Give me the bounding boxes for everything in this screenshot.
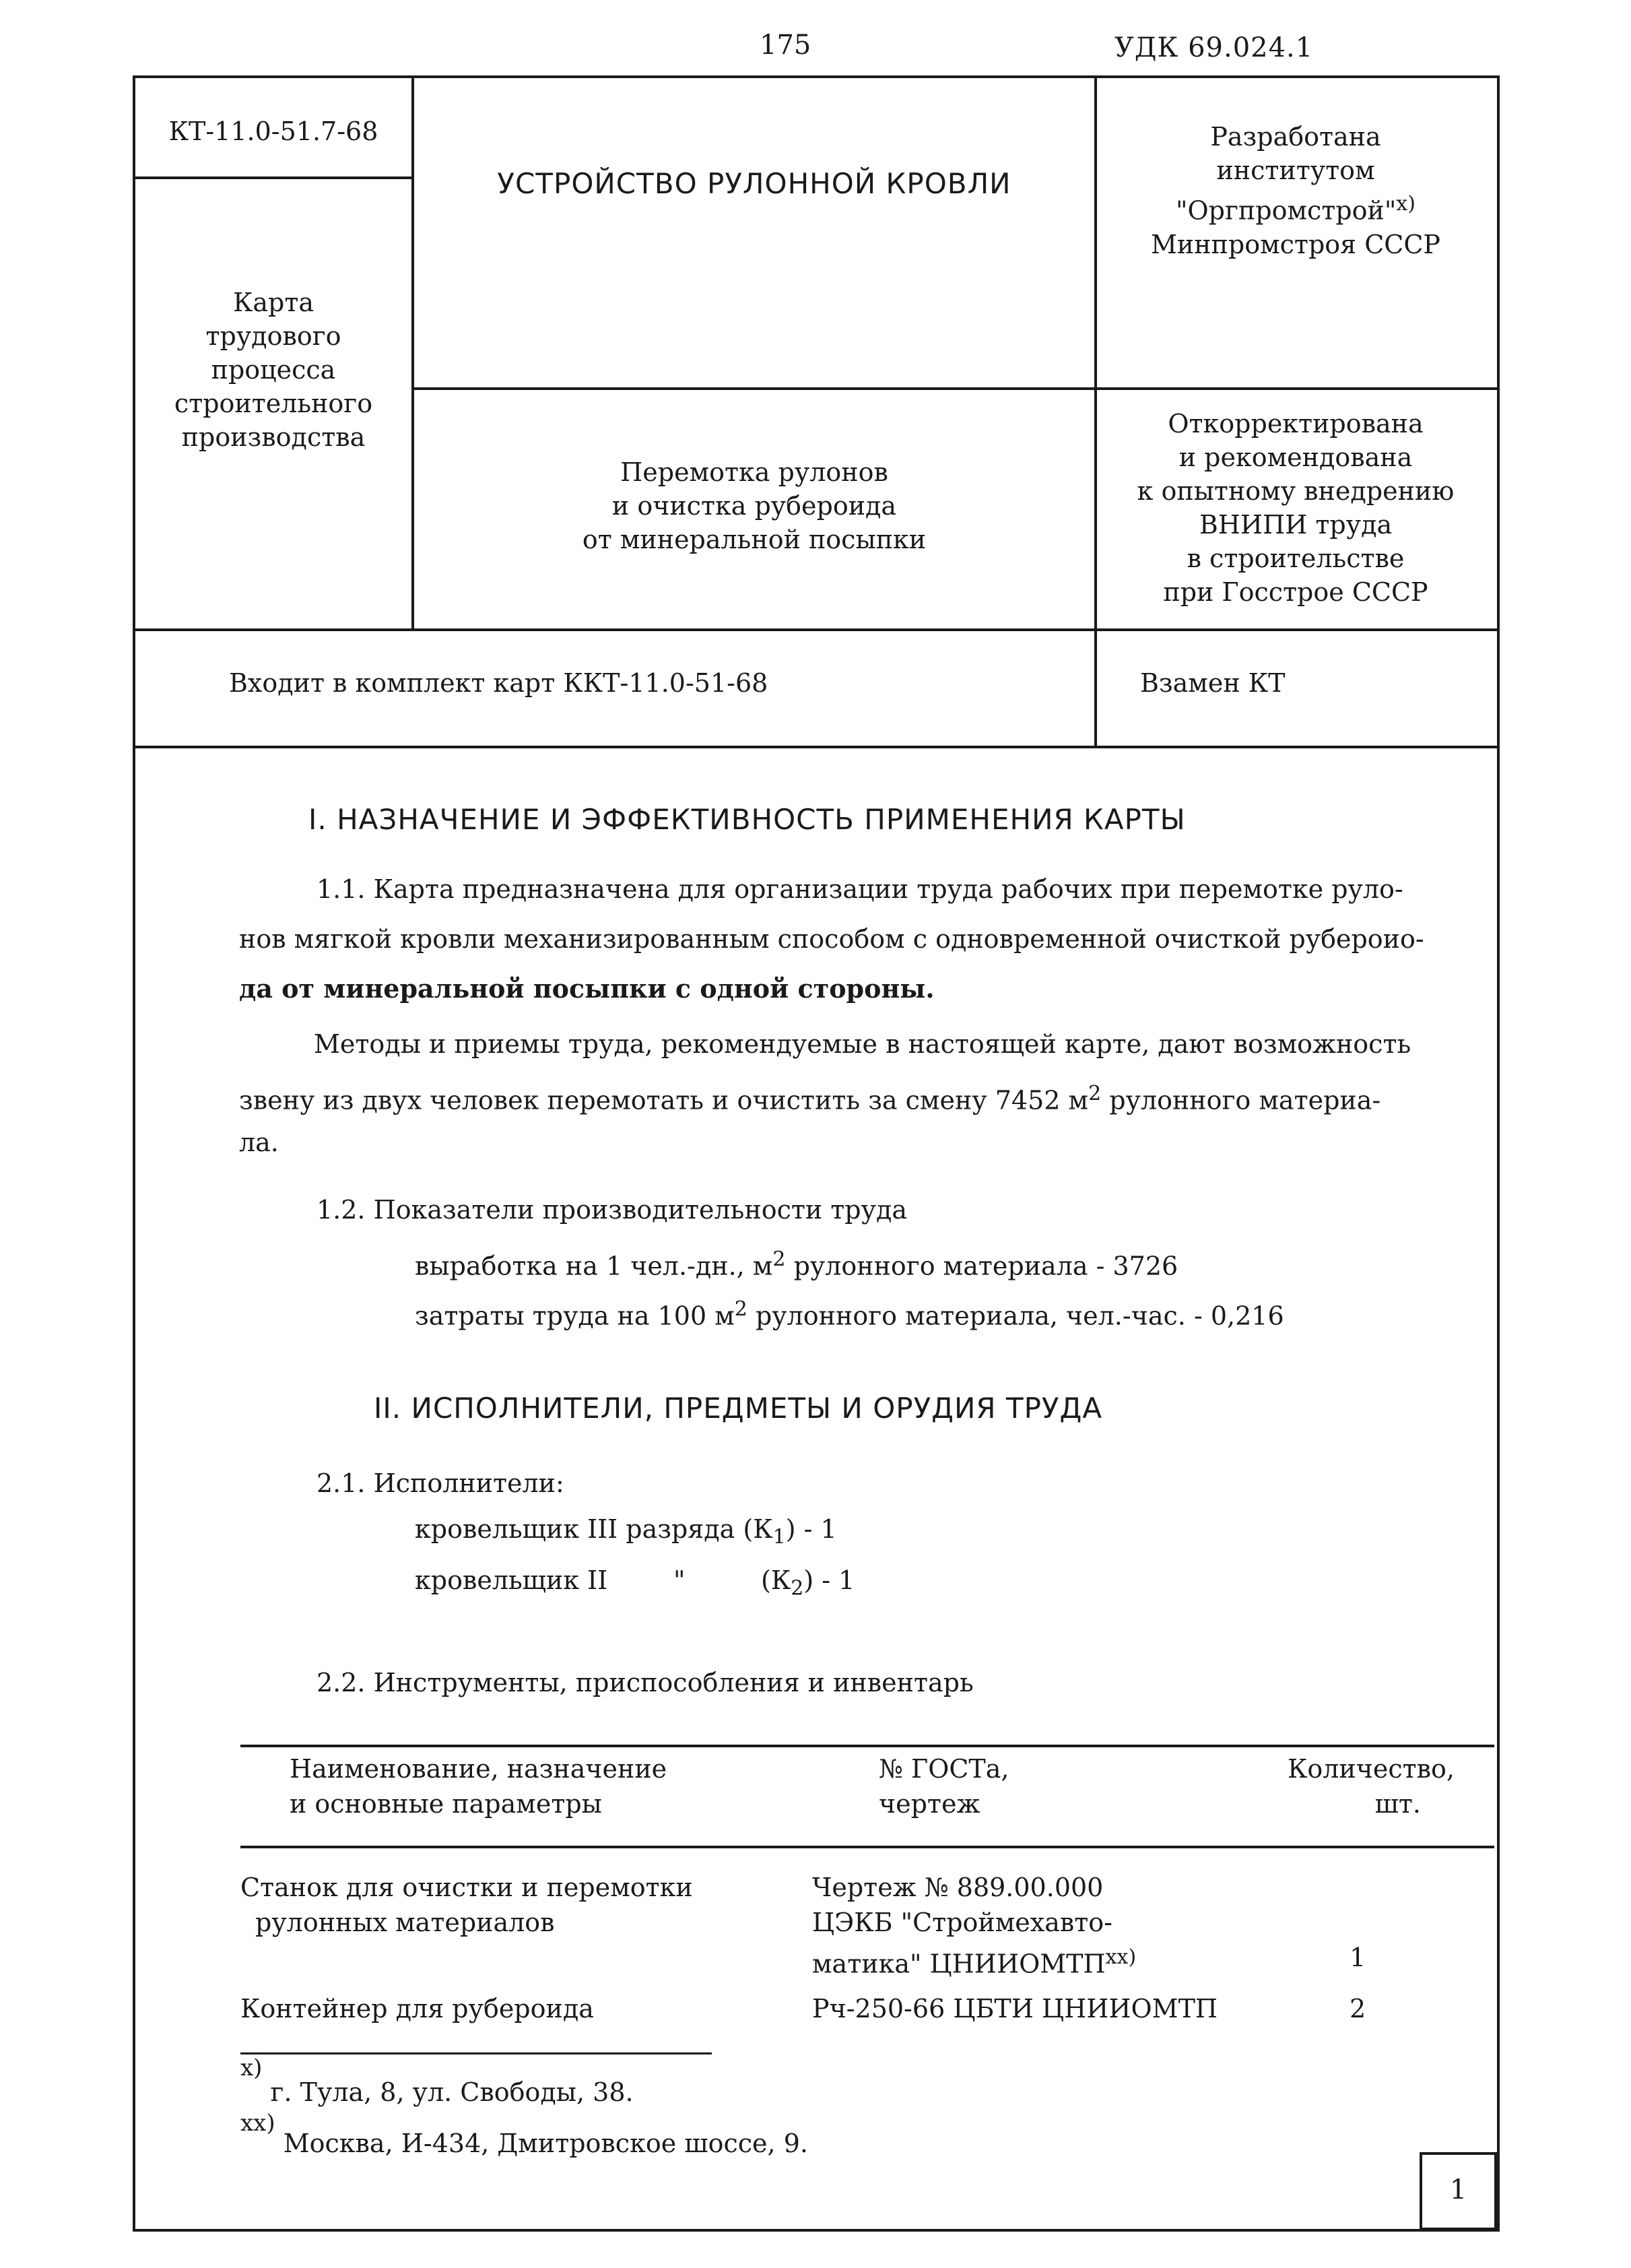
table-cell-qty: 2 bbox=[1350, 1994, 1366, 2023]
table-cell-qty: 1 bbox=[1350, 1943, 1366, 1972]
header-included-line bbox=[133, 746, 1497, 748]
card-type-line: строительного bbox=[174, 389, 373, 418]
header-code-underline bbox=[133, 176, 413, 179]
section2-worker1 bbox=[415, 1513, 837, 1554]
table-top-rule bbox=[240, 1745, 1494, 1747]
developed-line: институтом bbox=[1216, 156, 1375, 185]
cell-line: рулонных материалов bbox=[255, 1908, 555, 1937]
text-run: кровельщик III разряда (К bbox=[415, 1514, 773, 1544]
cell-line: ЦЭКБ "Строймехавто- bbox=[812, 1908, 1112, 1937]
footnote-mark: xx) bbox=[1105, 1945, 1137, 1969]
subscript: 2 bbox=[791, 1576, 804, 1600]
text-run: затраты труда на 100 м bbox=[415, 1301, 735, 1331]
header-bottom-line bbox=[133, 628, 1497, 631]
footnote-rule bbox=[240, 2052, 712, 2054]
card-title: УСТРОЙСТВО РУЛОННОЙ КРОВЛИ bbox=[497, 167, 1011, 200]
developed-line: Разработана bbox=[1210, 122, 1381, 152]
superscript: 2 bbox=[1088, 1082, 1102, 1105]
developed-line: Минпромстроя СССР bbox=[1150, 229, 1440, 259]
header-line: и основные параметры bbox=[290, 1789, 602, 1819]
table-cell-gost bbox=[812, 1870, 1136, 1982]
replaces: Взамен КТ bbox=[1140, 668, 1286, 698]
developed-line bbox=[1097, 187, 1494, 228]
footnote-text: г. Тула, 8, ул. Свободы, 38. bbox=[270, 2077, 634, 2107]
footnote-mark: xx) bbox=[240, 2110, 275, 2137]
table-header-name bbox=[290, 1751, 667, 1821]
text-run: выработка на 1 чел.-дн., м bbox=[415, 1251, 773, 1281]
developed-org: "Оргпромстрой" bbox=[1176, 195, 1397, 226]
text-run: рулонного материала - 3726 bbox=[785, 1251, 1178, 1281]
corrected-line: в строительстве bbox=[1187, 544, 1405, 573]
sheet-number: 1 bbox=[1449, 2174, 1467, 2205]
table-header-qty bbox=[1279, 1751, 1455, 1821]
corrected-line: и рекомендована bbox=[1178, 443, 1413, 472]
text-run: матика" ЦНИИОМТП bbox=[812, 1949, 1106, 1979]
text-run: рулонного материа- bbox=[1101, 1085, 1381, 1115]
subscript: 1 bbox=[772, 1525, 786, 1549]
corrected-line: ВНИПИ труда bbox=[1199, 510, 1393, 540]
subtitle-line: и очистка рубероида bbox=[611, 491, 897, 521]
text-run: рулонного материала, чел.-час. - 0,216 bbox=[747, 1301, 1284, 1331]
card-type-line: трудового bbox=[205, 321, 341, 351]
udk-code: УДК 69.024.1 bbox=[1114, 32, 1314, 63]
text-run: ) - 1 bbox=[785, 1514, 837, 1544]
text-run: звену из двух человек перемотать и очистить за смену 7452 м bbox=[239, 1085, 1089, 1115]
ditto-mark: " bbox=[673, 1565, 686, 1595]
footnote-mark: x) bbox=[240, 2054, 263, 2081]
subtitle-line: Перемотка рулонов bbox=[620, 457, 888, 487]
header-line: шт. bbox=[1374, 1789, 1421, 1819]
footnote-2 bbox=[240, 2110, 808, 2158]
section2-heading: II. ИСПОЛНИТЕЛИ, ПРЕДМЕТЫ И ОРУДИЯ ТРУДА bbox=[374, 1392, 1103, 1425]
cell-line: Станок для очистки и перемотки bbox=[240, 1873, 693, 1902]
section1-p3-heading: 1.2. Показатели производительности труда bbox=[317, 1195, 908, 1225]
card-type-line: процесса bbox=[211, 355, 336, 385]
superscript: 2 bbox=[734, 1297, 747, 1321]
header-line: Количество, bbox=[1287, 1754, 1455, 1784]
footnote-mark: x) bbox=[1396, 192, 1416, 216]
header-line: чертеж bbox=[879, 1789, 980, 1819]
section1-p3-line1 bbox=[415, 1243, 1178, 1283]
header-line: № ГОСТа, bbox=[879, 1754, 1009, 1784]
header-mid-line bbox=[411, 387, 1497, 390]
card-type-line: Карта bbox=[232, 288, 314, 317]
page-number: 175 bbox=[760, 30, 811, 61]
table-cell-name bbox=[240, 1870, 693, 1940]
corrected-line: при Госстрое СССР bbox=[1163, 577, 1428, 607]
card-type-line: производства bbox=[181, 422, 366, 452]
text-run: ) - 1 bbox=[803, 1565, 855, 1595]
section2-p1: 2.1. Исполнители: bbox=[317, 1468, 564, 1498]
footnote-text: Москва, И-434, Дмитровское шоссе, 9. bbox=[283, 2129, 808, 2158]
section2-p2: 2.2. Инструменты, приспособления и инвентарь bbox=[317, 1668, 974, 1697]
superscript: 2 bbox=[772, 1248, 786, 1271]
cell-line bbox=[812, 1940, 1136, 1982]
section2-worker2 bbox=[415, 1564, 607, 1596]
card-code: КТ-11.0-51.7-68 bbox=[168, 117, 378, 146]
table-cell-name: Контейнер для рубероида bbox=[240, 1994, 594, 2023]
text-run: кровельщик II bbox=[415, 1565, 608, 1595]
corrected-line: Откорректирована bbox=[1168, 409, 1424, 439]
section1-heading: I. НАЗНАЧЕНИЕ И ЭФФЕКТИВНОСТЬ ПРИМЕНЕНИЯ КАРТЫ bbox=[308, 803, 1186, 836]
footnote-1 bbox=[240, 2054, 634, 2107]
text-run: (К bbox=[761, 1565, 791, 1595]
corrected-line: к опытному внедрению bbox=[1137, 476, 1455, 506]
subtitle-line: от минеральной посыпки bbox=[582, 525, 927, 554]
included-set: Входит в комплект карт ККТ-11.0-51-68 bbox=[229, 668, 768, 698]
section1-p1-line1: 1.1. Карта предназначена для организации труда рабочих при перемотке рулo- bbox=[317, 874, 1403, 904]
header-line: Наименование, назначение bbox=[290, 1754, 667, 1784]
cell-line: Чертеж № 889.00.000 bbox=[812, 1873, 1104, 1902]
section1-p1-line3: да от минеральной посыпки с одной стороны. bbox=[239, 973, 935, 1004]
table-cell-gost: Рч-250-66 ЦБТИ ЦНИИОМТП bbox=[812, 1994, 1218, 2023]
card-subtitle bbox=[414, 455, 1094, 556]
section1-p1-line2: нов мягкой кровли механизированным способом с одновременной очисткой рубероиo- bbox=[239, 924, 1424, 954]
developed-by bbox=[1097, 120, 1494, 261]
section2-worker2-code bbox=[761, 1564, 855, 1605]
section1-p2-line3: ла. bbox=[239, 1128, 279, 1157]
table-header-rule bbox=[240, 1846, 1494, 1848]
section1-p2-line2 bbox=[239, 1078, 1380, 1117]
section1-p2-line1: Методы и приемы труда, рекомендуемые в настоящей карте, дают возможность bbox=[314, 1029, 1411, 1059]
card-type bbox=[135, 286, 411, 454]
section1-p3-line2 bbox=[415, 1293, 1284, 1332]
corrected-by bbox=[1097, 407, 1494, 609]
table-header-gost bbox=[879, 1751, 1009, 1821]
